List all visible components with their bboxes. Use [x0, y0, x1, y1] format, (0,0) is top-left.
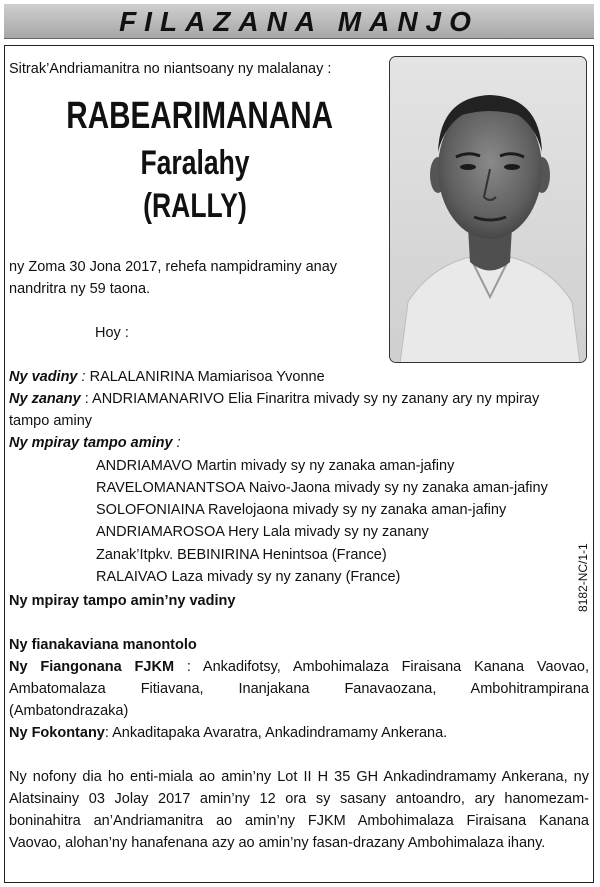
header-band [4, 4, 594, 39]
page-title: FILAZANA MANJO [119, 6, 479, 37]
deceased-nickname: (RALLY) [143, 187, 247, 225]
fiangonana-label: Ny Fiangonana FJKM [9, 659, 175, 675]
funeral-line: Ny nofony dia ho enti-miala ao amin’ny Lot II H 35 GH Ankadindramamy Ankerana, ny [9, 769, 589, 785]
sibling-item: RAVELOMANANTSOA Naivo-Jaona mivady sy ny zanaka aman-jafiny [96, 480, 548, 496]
death-line-2: nandritra ny 59 taona. [9, 281, 151, 297]
funeral-line: Vaovao, alohan’ny hanafenana azy ao amin’ny fasan-drazany Ambohimalaza ihany. [9, 835, 546, 851]
funeral-line: Alatsinainy 03 Jolay 2017 amin’ny 12 ora sy sasany antoandro, ary hanomezam- [9, 791, 589, 807]
intro-text: Sitrak’Andriamanitra no niantsoany ny malalanay : [9, 61, 332, 77]
fiangonana-line-1: : Ankadifotsy, Ambohimalaza Firaisana Kanana Vaovao, [174, 659, 589, 675]
vadiny-value: RALALANIRINA Mamiarisoa Yvonne [89, 369, 325, 385]
funeral-line: boninahitra an’Andriamanitra ao amin’ny FJKM Ambohimalaza Firaisana Kanana [9, 813, 589, 829]
sibling-item: ANDRIAMAVO Martin mivady sy ny zanaka aman-jafiny [96, 458, 455, 474]
mpiray-row [9, 432, 181, 454]
fokontany-label: Ny Fokontany [9, 725, 105, 741]
sibling-item: SOLOFONIAINA Ravelojaona mivady sy ny zanaka aman-jafiny [96, 502, 507, 518]
sibling-item: Zanak’Itpkv. BEBINIRINA Henintsoa (France) [96, 547, 387, 563]
deceased-given-name: Faralahy [140, 144, 250, 182]
sibling-item: ANDRIAMAROSOA Hery Lala mivady sy ny zanany [96, 524, 429, 540]
fiangonana-line-3: (Ambatondrazaka) [9, 703, 129, 719]
death-line-1: ny Zoma 30 Jona 2017, rehefa nampidraminy anay [9, 259, 338, 275]
zanany-line-1: : ANDRIAMANARIVO Elia Finaritra mivady sy ny zanany ary ny mpiray [80, 391, 540, 407]
mpiray-label: Ny mpiray tampo aminy [9, 435, 173, 451]
zanany-label: Ny zanany [9, 391, 81, 407]
vadiny-label: Ny vadiny [9, 369, 78, 385]
vadiny-row [9, 366, 325, 388]
portrait-illustration [390, 57, 587, 363]
fianakaviana-heading: Ny fianakaviana manontolo [9, 637, 197, 653]
zanany-line-2: tampo aminy [9, 413, 93, 429]
vadiny-sep: : [77, 369, 90, 385]
fiangonana-row [9, 656, 589, 678]
hoy-label: Hoy : [95, 325, 129, 341]
deceased-surname: RABEARIMANANA [66, 95, 334, 137]
portrait-photo [389, 56, 587, 363]
fokontany-value: : Ankaditapaka Avaratra, Ankadindramamy Ankerana. [104, 725, 448, 741]
mpiray-vadiny-heading: Ny mpiray tampo amin’ny vadiny [9, 593, 236, 609]
mpiray-sep: : [172, 435, 181, 451]
reference-code: 8182-NC/1-1 [576, 543, 590, 612]
sibling-item: RALAIVAO Laza mivady sy ny zanany (France) [96, 569, 401, 585]
fokontany-row [9, 722, 447, 744]
zanany-row [9, 388, 539, 410]
fiangonana-line-2: Ambatomalaza Fitiavana, Inanjakana Fanavaozana, Ambohitrampirana [9, 681, 589, 697]
